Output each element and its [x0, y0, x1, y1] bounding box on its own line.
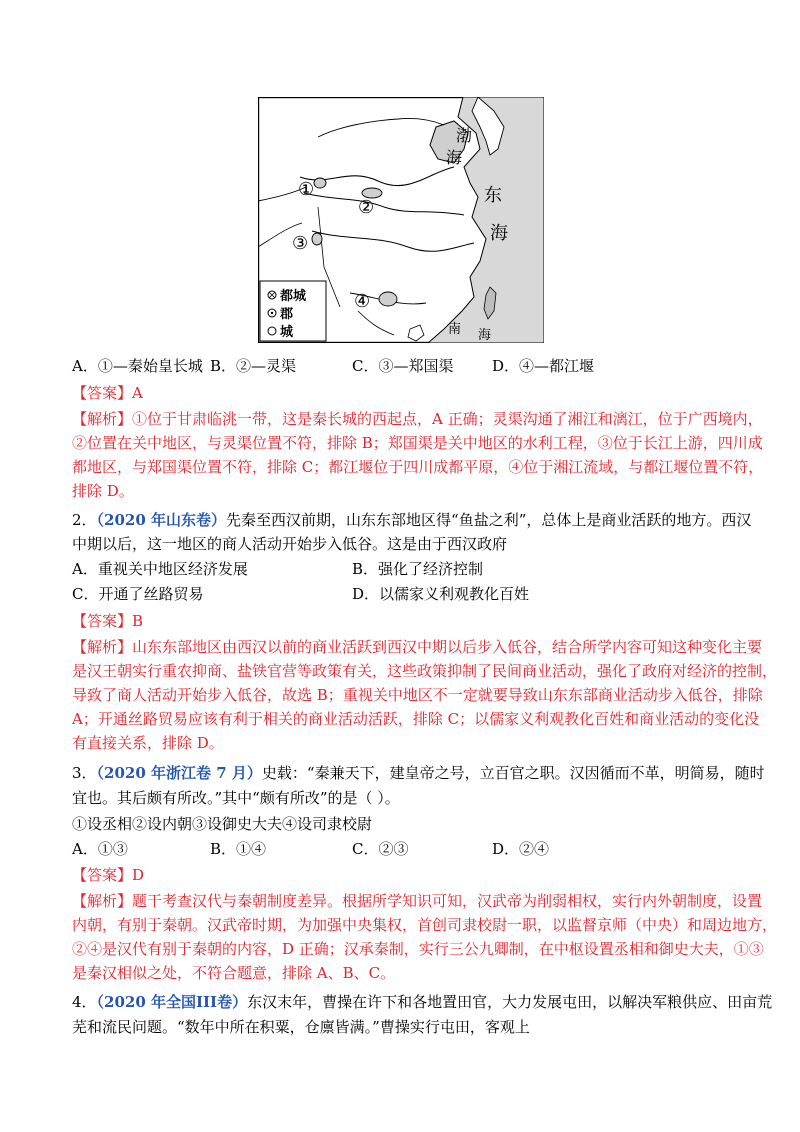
q1-answer: 【答案】A [72, 384, 143, 402]
q3-analysis-line-1: 【解析】题干考查汉代与秦朝制度差异。根据所学知识可知，汉武帝为削弱相权，实行内外朝制度，设置 [72, 892, 763, 910]
q3-option-a[interactable]: A．①③ [72, 840, 128, 858]
q4-stem-line-1 [72, 991, 773, 1013]
q4-stem-text-1: 东汉末年，曹操在许下和各地置田官，大力发展屯田，以解决军粮供应、田亩荒 [247, 993, 773, 1011]
q2-number: 2． [72, 511, 97, 529]
q2-analysis-line-1: 【解析】山东东部地区由西汉以前的商业活跃到西汉中期以后步入低谷，结合所学内容可知这种变化主要 [72, 638, 763, 656]
q3-stem-text-1: 史载：“秦兼天下，建皇帝之号，立百官之职。汉因循而不革，明简易，随时 [261, 764, 765, 782]
q2-stem-text-1: 先秦至西汉前期，山东东部地区得“鱼盐之利”，总体上是商业活跃的地方。西汉 [226, 511, 752, 529]
q3-analysis-line-2: 内朝，有别于秦朝。汉武帝时期，为加强中央集权，首创司隶校尉一职，以监督京师（中央）和周边地方， [72, 916, 778, 934]
q2-options-row-1 [72, 558, 732, 580]
q3-source: （2020 年浙江卷 7 月） [96, 764, 262, 782]
map-label-bohai-2: 海 [446, 148, 463, 167]
q3-answer: 【答案】D [72, 866, 145, 884]
q1-option-c[interactable]: C．③—郑国渠 [352, 357, 454, 375]
q4-stem-line-2: 芜和流民问题。“数年中所在积粟，仓廪皆满。”曹操实行屯田，客观上 [72, 1018, 530, 1036]
legend-prefecture-label: 郡 [280, 307, 294, 322]
map-marker-2: ② [358, 197, 375, 218]
q3-options [72, 838, 732, 860]
q1-option-b[interactable]: B．②—灵渠 [210, 357, 297, 375]
map-label-donghai-2: 海 [490, 223, 508, 244]
q3-stem-line-1 [72, 762, 765, 784]
map-label-bohai-1: 渤 [456, 126, 473, 145]
map-label-nanhai-1: 南 [448, 322, 462, 337]
q1-options [72, 355, 732, 377]
q3-stem-line-2: 宜也。其后颇有所改。”其中“颇有所改”的是（ ）。 [72, 789, 400, 807]
q1-analysis-line-4: 排除 D。 [72, 482, 134, 500]
q2-option-d[interactable]: D．以儒家义利观教化百姓 [352, 585, 530, 603]
q2-option-b[interactable]: B．强化了经济控制 [352, 560, 484, 578]
q3-option-b[interactable]: B．①④ [210, 840, 267, 858]
map-marker-3: ③ [292, 233, 309, 254]
q1-analysis-line-2: ②位置在关中地区，与灵渠位置不符，排除 B；郑国渠是关中地区的水利工程，③位于长江上游，四川成 [72, 434, 763, 452]
q3-number: 3． [72, 764, 97, 782]
q3-option-d[interactable]: D．②④ [492, 840, 550, 858]
q2-option-a[interactable]: A．重视关中地区经济发展 [72, 560, 248, 578]
q1-analysis-line-1: 【解析】①位于甘肃临洮一带，这是秦长城的西起点，A 正确；灵渠沟通了湘江和漓江，位于广西境内， [72, 410, 763, 428]
map-label-nanhai-2: 海 [478, 328, 492, 343]
q4-source: （2020 年全国III卷） [96, 993, 248, 1011]
map-svg [258, 97, 544, 343]
q2-analysis-line-3: 导致了商人活动开始步入低谷，故选 B；重视关中地区不一定就要导致山东东部商业活动步入低谷，排除 [72, 686, 763, 704]
q3-option-c[interactable]: C．②③ [352, 840, 409, 858]
q4-number: 4． [72, 993, 97, 1011]
map-label-donghai-1: 东 [484, 185, 502, 206]
legend-capital-label: 都城 [280, 289, 307, 304]
q2-stem-line-1 [72, 509, 752, 531]
q2-analysis-line-4: A；开通丝路贸易应该有利于相关的商业活动活跃，排除 C；以儒家义利观教化百姓和商业活动的变化没 [72, 710, 760, 728]
q1-analysis-line-3: 都地区，与郑国渠位置不符，排除 C；都江堰位于四川成都平原，④位于湘江流域，与都江堰位置不符， [72, 458, 764, 476]
q2-analysis-line-5: 有直接关系，排除 D。 [72, 734, 224, 752]
q2-answer: 【答案】B [72, 612, 144, 630]
q3-analysis-line-3: ②④是汉代有别于秦朝的内容，D 正确；汉承秦制，实行三公九卿制，在中枢设置丞相和御史大夫，①③ [72, 940, 764, 958]
q2-analysis-line-2: 是汉王朝实行重农抑商、盐铁官营等政策有关，这些政策抑制了民间商业活动，强化了政府对经济的控制， [72, 662, 778, 680]
q2-stem-line-2: 中期以后，这一地区的商人活动开始步入低谷。这是由于西汉政府 [72, 535, 508, 553]
map-marker-4: ④ [354, 291, 371, 312]
q1-option-a[interactable]: A．①—秦始皇长城 [72, 357, 203, 375]
q2-source: （2020 年山东卷） [96, 511, 227, 529]
map-marker-1: ① [298, 179, 315, 200]
q3-analysis-line-4: 是秦汉相似之处，不符合题意，排除 A、B、C。 [72, 964, 396, 982]
q3-stem-line-3: ①设丞相②设内朝③设御史大夫④设司隶校尉 [72, 815, 373, 833]
historical-map [258, 97, 544, 343]
legend-city-label: 城 [280, 325, 294, 340]
q2-options-row-2 [72, 583, 732, 605]
q1-option-d[interactable]: D．④—都江堰 [492, 357, 595, 375]
q2-option-c[interactable]: C．开通了丝路贸易 [72, 585, 204, 603]
